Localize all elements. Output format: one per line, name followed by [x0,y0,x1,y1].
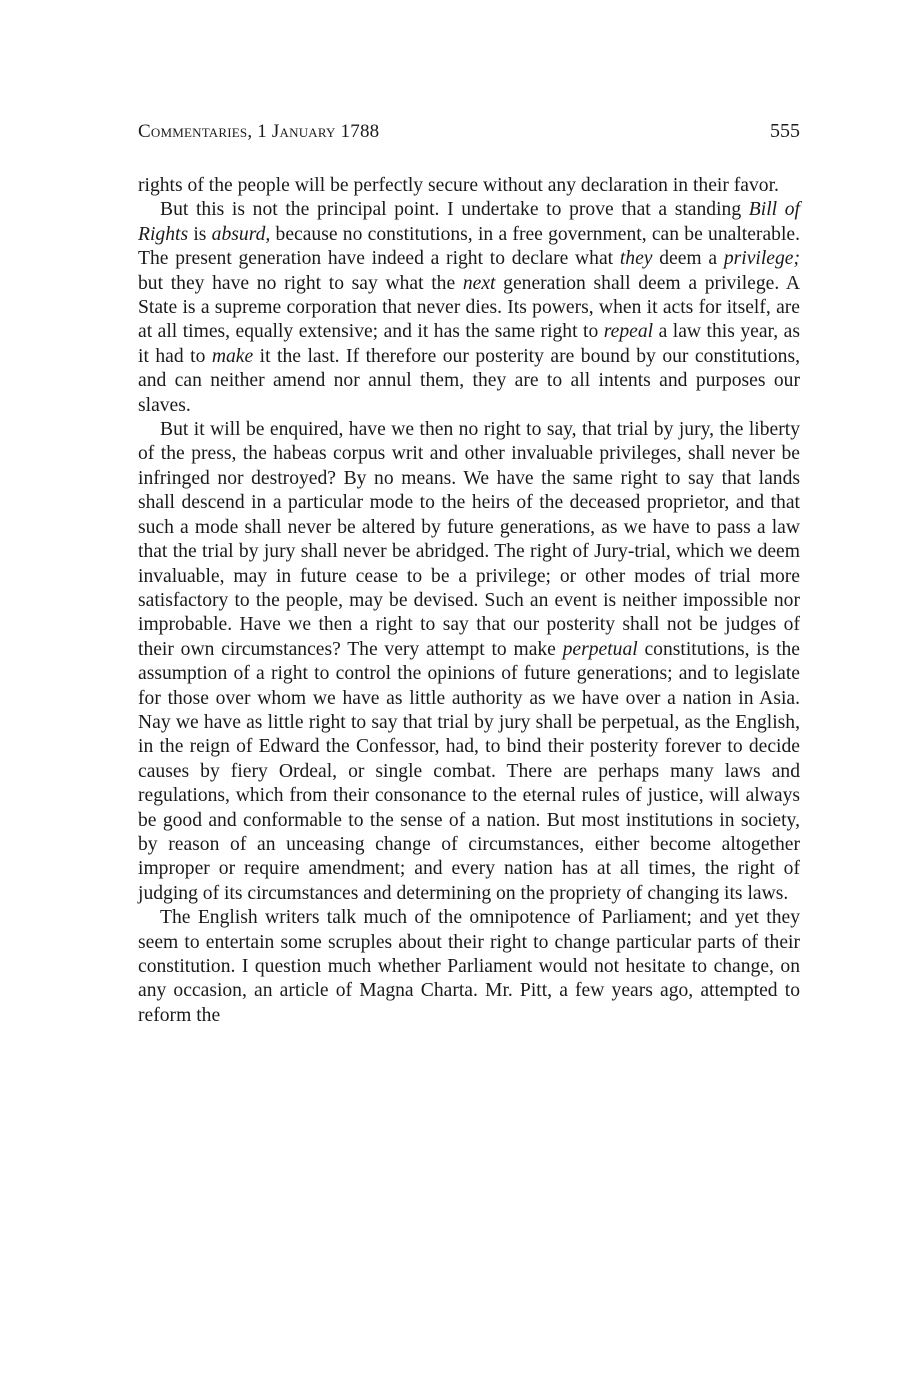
text-run: but they have no right to say what the [138,272,463,294]
text-run: But this is not the principal point. I undertake to prove that a standing [160,199,749,221]
italic-text: next [462,272,496,294]
italic-text: privilege; [723,248,800,270]
running-title: Commentaries, 1 January 1788 [138,121,380,142]
italic-text: make [211,345,254,367]
document-page [138,120,800,1028]
italic-text: perpetual [562,638,638,660]
text-run: constitutions, is the assumption of a right to control the opinions of future generations; and to legislate for those over whom we have as little authority as we have over a nation in Asia. Nay we have as little right to say that trial by jury shall be perpetual, as the English, in the reign of Edward the Confessor, had, to bind their posterity forever to decide causes by fiery Ordeal, or single combat. There are perhaps many laws and regulations, which from their consonance to the eternal rules of justice, will always be good and conformable to the sense of a nation. But most institutions in society, by reason of an unceasing change of circumstances, either become altogether improper or require amendment; and every nation has at all times, the right of judging of its circumstances and determining on the propriety of changing its laws. [138,638,800,904]
paragraph [138,198,800,418]
paragraph [138,174,800,198]
paragraph [138,906,800,1028]
italic-text: Bill of Rights [138,199,800,245]
text-run: rights of the people will be perfectly secure without any declaration in their favor. [138,175,779,196]
text-run: But it will be enquired, have we then no right to say, that trial by jury, the liberty of the press, the habeas corpus writ and other invaluable privileges, shall never be infringed nor destroyed? By no means. We have the same right to say that lands shall descend in a particular mode to the heirs of the deceased proprietor, and that such a mode shall never be altered by future generations, as we have to pass a law that the trial by jury shall never be abridged. The right of Jury-trial, which we deem invaluable, may in future cease to be a privilege; or other modes of trial more satisfactory to the people, may be devised. Such an event is neither impossible nor improbable. Have we then a right to say that our posterity shall not be judges of their own circumstances? The very attempt to make [138,419,800,660]
italic-text: repeal [603,321,654,343]
text-run: The English writers talk much of the omnipotence of Parliament; and yet they seem to entertain some scruples about their right to change particular parts of their constitution. I question much whether Parliament would not hesitate to change, on any occasion, an article of Magna Charta. Mr. Pitt, a few years ago, attempted to reform the [138,907,800,1026]
text-run: is [188,223,212,245]
italic-text: absurd, [211,223,271,245]
text-run: generation shall deem a privilege. A State is a supreme corporation that never dies. Its powers, when it acts for itself, are at all times, equally extensive; and it has the same right to [138,272,800,343]
text-run: because no constitutions, in a free government, can be unalterable. The present generation have indeed a right to declare what [138,223,800,270]
page-number: 555 [770,120,800,142]
text-run: deem a [652,248,724,270]
text-run: it the last. If therefore our posterity are bound by our constitutions, and can neither amend nor annul them, they are to all intents and purposes our slaves. [138,345,800,416]
text-run: a law this year, as it had to [138,321,800,367]
body-text [138,174,800,1028]
italic-text: they [619,248,653,270]
paragraph [138,418,800,906]
running-head [138,120,800,150]
